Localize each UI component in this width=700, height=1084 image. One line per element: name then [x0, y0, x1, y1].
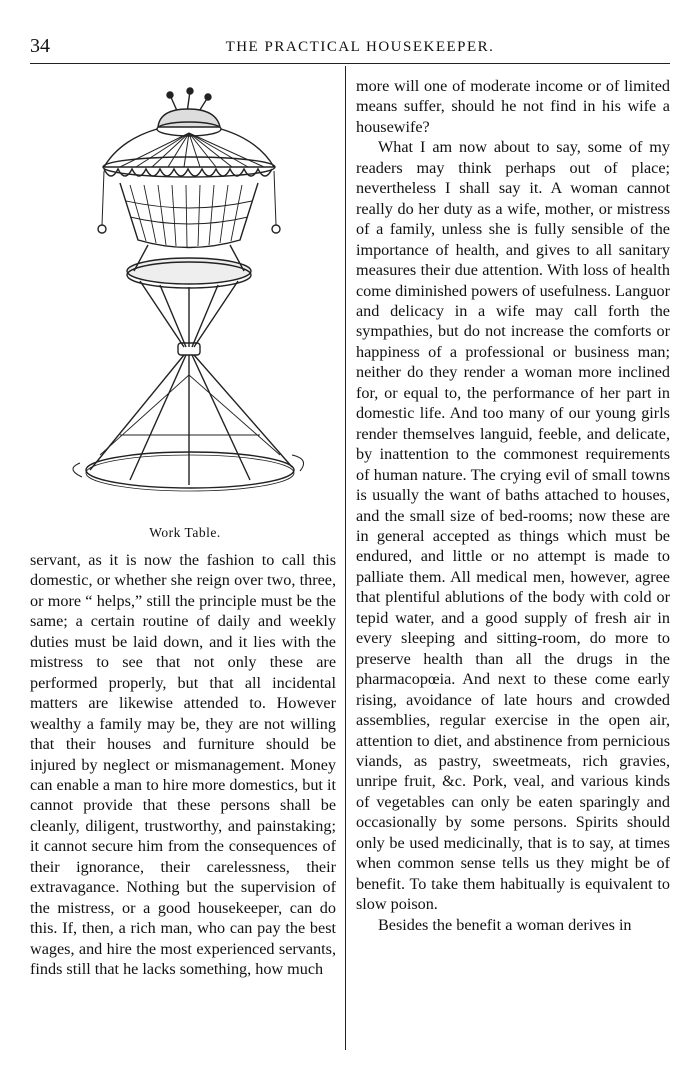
right-column — [356, 76, 670, 935]
page-header — [30, 34, 670, 58]
right-paragraph-1: more will one of moderate income or of limited means suffer, should he not find in his wife a housewife? — [356, 77, 670, 136]
work-table-illustration — [60, 75, 320, 505]
left-column — [30, 550, 336, 980]
column-divider — [345, 66, 346, 1050]
header-rule — [30, 63, 670, 64]
running-title: THE PRACTICAL HOUSEKEEPER. — [225, 39, 495, 55]
right-paragraph-3: Besides the benefit a woman derives in — [378, 915, 632, 934]
page-number: 34 — [30, 35, 50, 57]
left-paragraph-1: servant, as it is now the fashion to call this domestic, or whether she reign over two, three, or more “ helps,” still the principle must be the same; a certain routine of daily and weekly duties must be laid down, and it lies with the mistress to see that not only these are performed properly, but that all incidental matters are likewise attended to. However wealthy a family may be, they are not willing that their houses and furniture should be injured by neglect or mismanagement. Money can enable a man to hire more domestics, but it cannot provide that these persons shall be cleanly, diligent, trustworthy, and painstaking; it cannot secure him from the consequences of their ignorance, their carelessness, their extravagance. Nothing but the supervision of the mistress, or a good housekeeper, can do this. If, then, a rich man, who can pay the best wages, and hire the most experienced servants, finds still that he lacks something, how much — [30, 551, 336, 979]
figure-caption: Work Table. — [149, 525, 221, 540]
right-paragraph-2: What I am now about to say, some of my readers may think perhaps out of place; nevertheless I shall say it. A woman cannot really do her duty as a wife, mother, or mistress of a family, unless she is fully sensible of the importance of health, and gives to all sanitary measures their due attention. With loss of health come diminished powers of usefulness. Languor and delicacy in a wife may call forth the sympathies, but do not increase the comforts or happiness of a professional or business man; neither do they render a woman more inclined for, or equal to, the performance of her part in domestic life. And too many of our young girls render themselves languid, feeble, and delicate, by inattention to the commonest requirements of human nature. The crying evil of small towns is usually the want of baths attached to houses, and the small size of bed-rooms; now these are in general accepted as things which must be endured, and little or no attempt is made to palliate them. All medical men, however, agree that plentiful ablutions of the body with cold or tepid water, and a good supply of fresh air in every sleeping and sitting-room, do more to preserve health than all the drugs in the pharmacopœia. And next to these come early rising, avoidance of late hours and crowded assemblies, regular exercise in the open air, attention to diet, and abstinence from pernicious viands, as pastry, sweetmeats, rich gravies, unripe fruit, &c. Pork, veal, and various kinds of vegetables can only be eaten sparingly and occasionally by some persons. Spirits should only be used medicinally, that is to say, at times when common sense tells us they might be of benefit. To take them habitually is equivalent to slow poison. — [356, 138, 670, 914]
